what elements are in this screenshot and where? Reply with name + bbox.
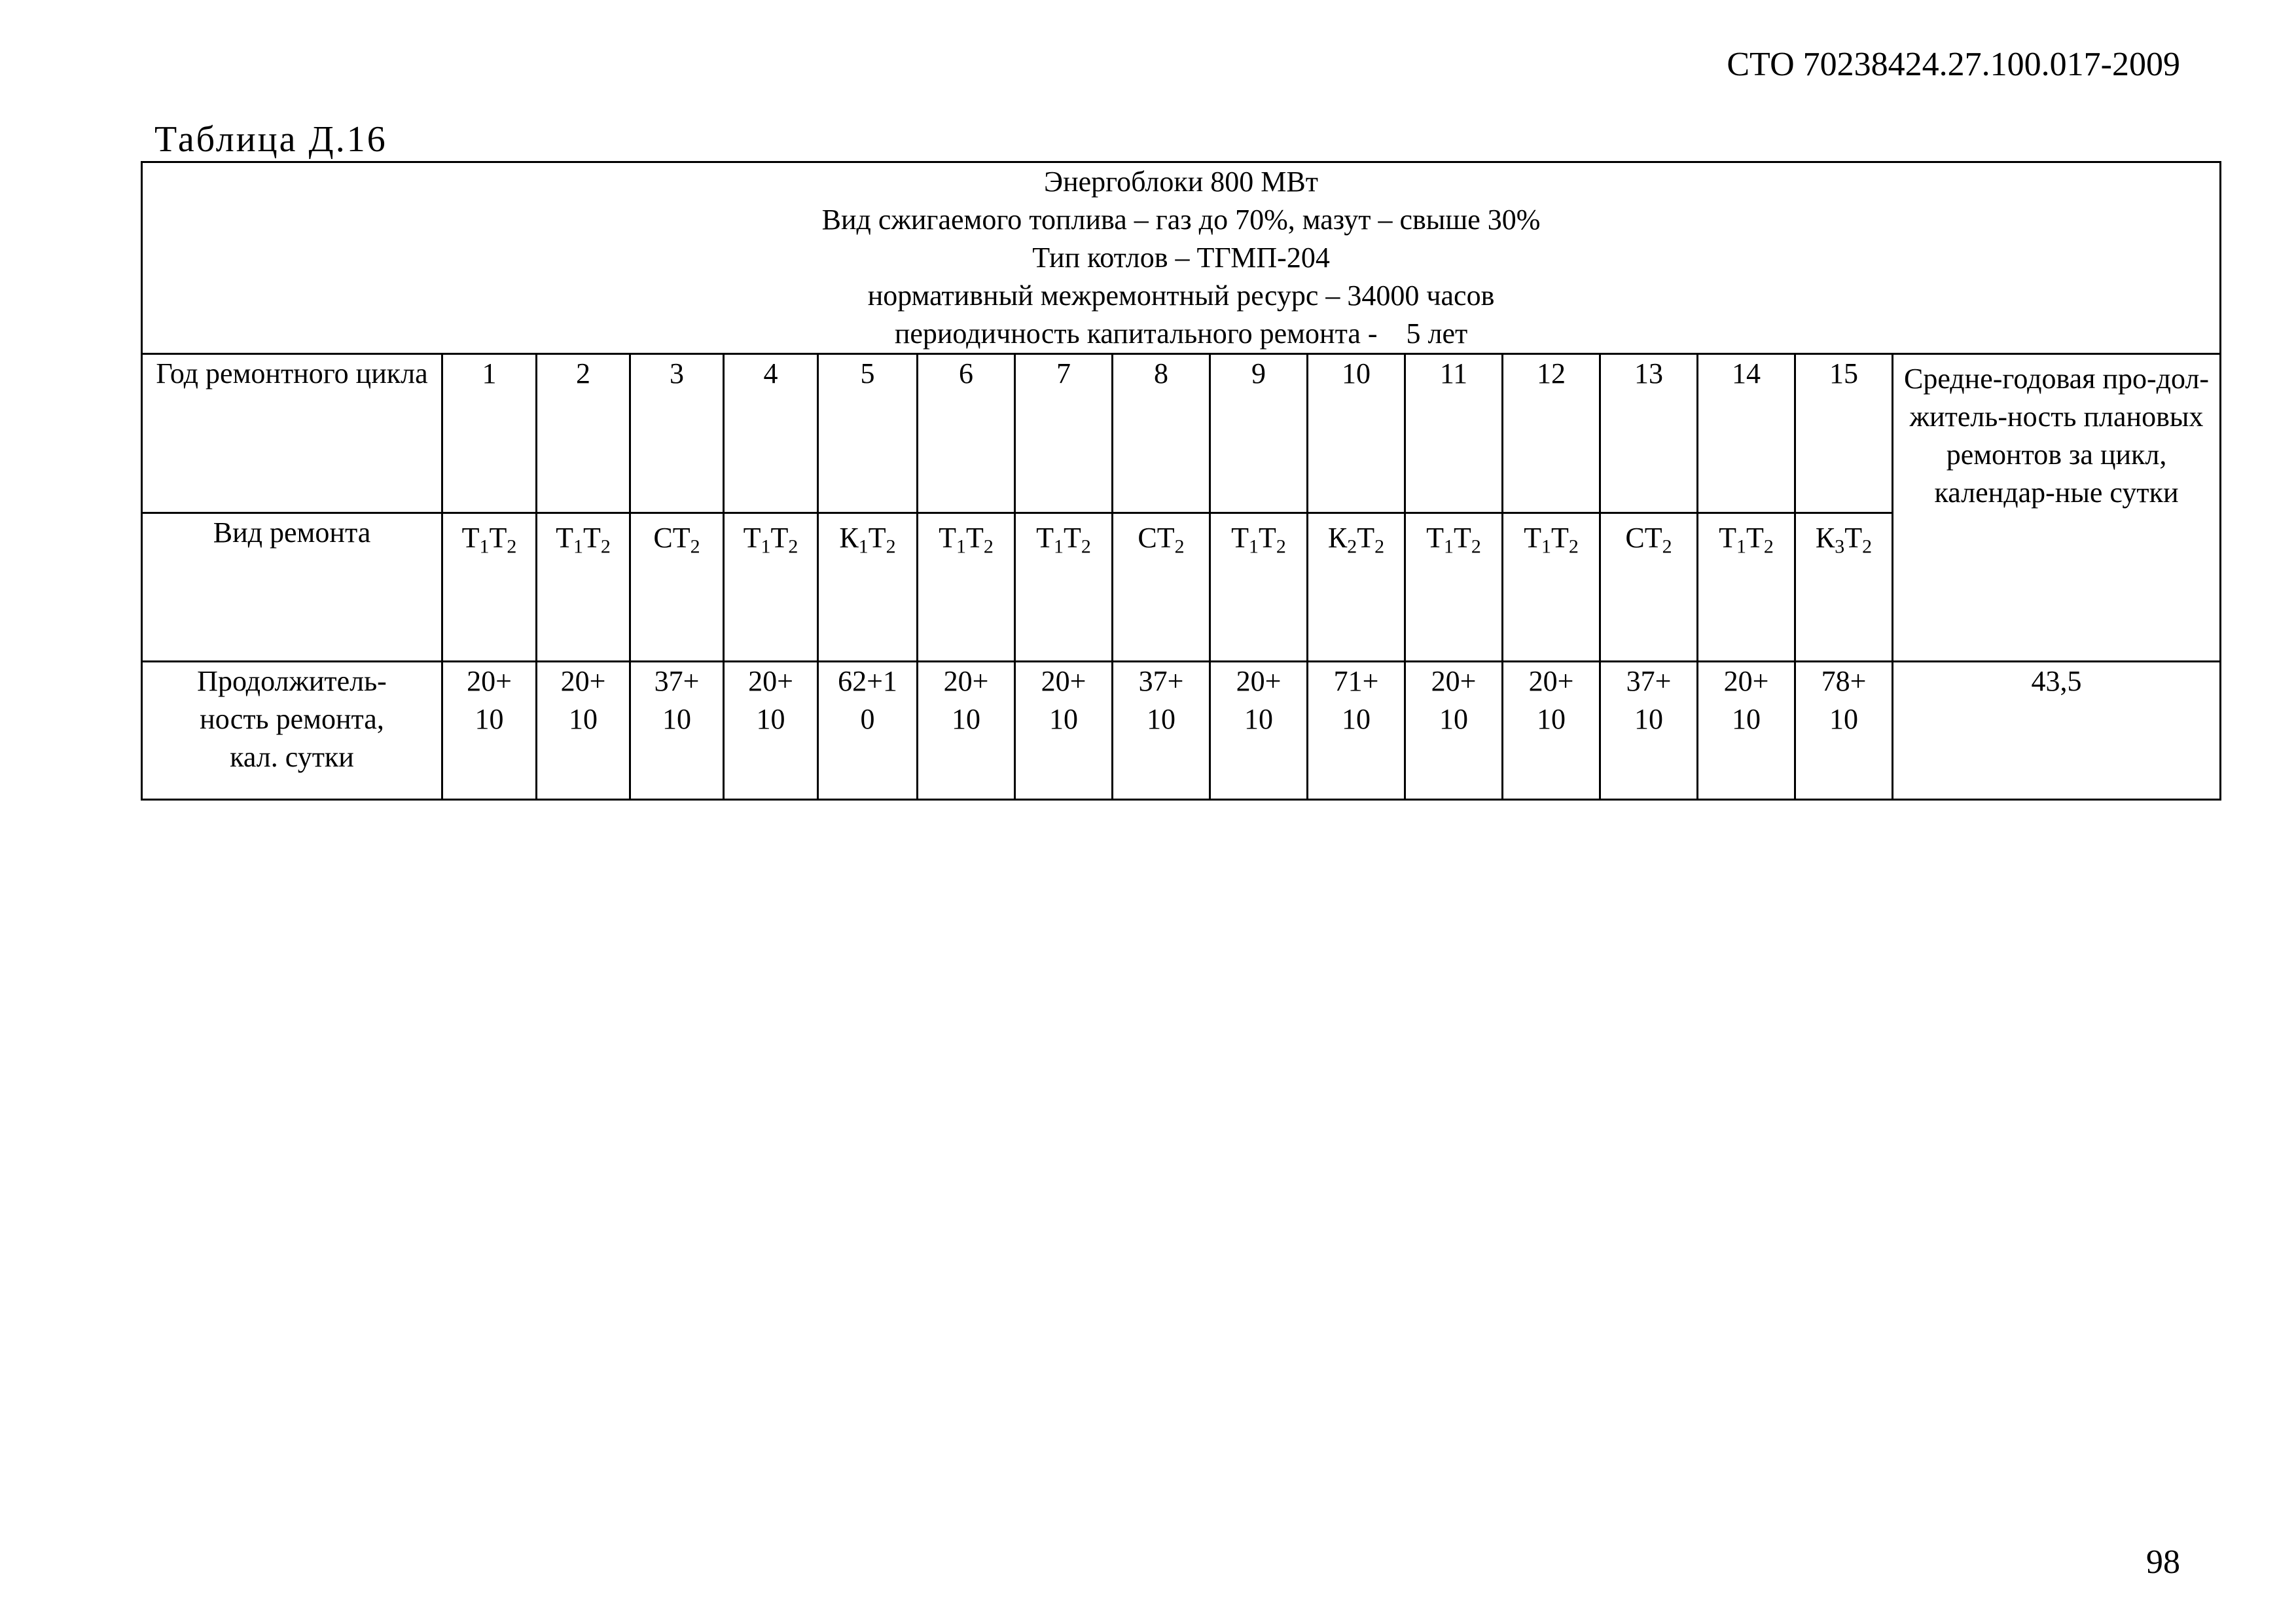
repair-type-letter: Т [1524,522,1542,554]
repair-type-letter: Т [1064,522,1081,554]
repair-type-cell [1795,513,1893,662]
table-header-cell [142,162,2221,354]
duration-cell [1308,662,1405,800]
repair-type-letter: СТ [653,522,691,554]
repair-type-letter: К [839,522,859,554]
row-label-duration-line-1: Продолжитель- [197,665,387,697]
duration-line-2: 10 [952,703,980,735]
duration-cell [1015,662,1113,800]
duration-line-1: 20+ [1236,665,1282,697]
duration-line-1: 71+ [1333,665,1379,697]
repair-type-letter: Т [461,522,480,554]
duration-line-2: 10 [662,703,691,735]
header-line-periodicity: периодичность капитального ремонта - 5 лет [894,317,1468,350]
repair-type-subscript: 2 [600,535,611,558]
repair-type-subscript: 1 [956,535,966,558]
repair-type-subscript: 1 [1054,535,1064,558]
header-line-boiler: Тип котлов – ТГМП-204 [1032,242,1330,274]
repair-type-subscript: 2 [1568,535,1579,558]
repair-type-letter: СТ [1138,522,1175,554]
repair-type-letter: К [1815,522,1835,554]
duration-cell [918,662,1015,800]
year-cell: 5 [818,354,918,513]
repair-type-cell [1308,513,1405,662]
repair-type-subscript: 2 [1081,535,1091,558]
duration-line-2: 10 [1439,703,1468,735]
repair-type-letter: Т [743,522,761,554]
duration-line-1: 37+ [654,665,700,697]
repair-type-subscript: 2 [1662,535,1672,558]
year-cell: 15 [1795,354,1893,513]
repair-type-cell [1113,513,1210,662]
duration-cell [1405,662,1503,800]
repair-type-subscript: 2 [886,535,896,558]
duration-cell [1600,662,1698,800]
repair-type-cell [1015,513,1113,662]
duration-line-1: 20+ [1723,665,1769,697]
repair-type-cell [630,513,724,662]
repair-type-subscript: 2 [788,535,798,558]
repair-type-subscript: 2 [1174,535,1185,558]
duration-line-1: 62+1 [838,665,897,697]
repair-type-letter: К [1327,522,1348,554]
year-cell: 13 [1600,354,1698,513]
year-cell: 14 [1698,354,1795,513]
repair-type-subscript: 2 [1276,535,1286,558]
repair-type-subscript: 2 [1862,535,1873,558]
repair-type-letter: Т [1844,522,1863,554]
year-cell: 9 [1210,354,1308,513]
year-cell: 10 [1308,354,1405,513]
duration-cell [818,662,918,800]
duration-row [142,662,2221,800]
duration-cell [1503,662,1600,800]
page-number: 98 [2146,1543,2180,1581]
repair-type-subscript: 2 [1471,535,1481,558]
repair-type-cell [724,513,818,662]
repair-type-letter: СТ [1625,522,1662,554]
repair-type-letter: Т [868,522,886,554]
year-cell: 2 [537,354,630,513]
summary-header-cell: Средне-годовая про-дол-житель-ность плановых ремонтов за цикл, календар-ные сутки [1893,354,2221,662]
duration-line-2: 10 [1244,703,1273,735]
duration-line-2: 10 [1829,703,1858,735]
repair-type-letter: Т [489,522,507,554]
header-line-fuel: Вид сжигаемого топлива – газ до 70%, мазут – свыше 30% [821,204,1541,236]
repair-type-cell [1405,513,1503,662]
duration-line-2: 10 [569,703,598,735]
repair-type-subscript: 2 [1374,535,1385,558]
year-cell: 8 [1113,354,1210,513]
repair-type-cell [1600,513,1698,662]
repair-type-subscript: 1 [1249,535,1259,558]
duration-cell [1795,662,1893,800]
repair-type-letter: Т [1357,522,1375,554]
duration-line-2: 10 [1049,703,1078,735]
year-cell: 7 [1015,354,1113,513]
document-code: СТО 70238424.27.100.017-2009 [1727,46,2180,83]
table-title: Таблица Д.16 [154,119,387,160]
duration-line-1: 20+ [467,665,512,697]
duration-cell [442,662,537,800]
repair-type-subscript: 1 [858,535,869,558]
repair-type-letter: Т [1719,522,1737,554]
duration-line-1: 20+ [1041,665,1086,697]
year-cell: 6 [918,354,1015,513]
duration-cell [630,662,724,800]
repair-type-letter: Т [1426,522,1444,554]
repair-schedule-table [141,161,2221,801]
repair-type-subscript: 3 [1835,535,1845,558]
duration-line-1: 20+ [748,665,793,697]
row-label-duration-line-3: кал. сутки [230,741,354,773]
repair-type-letter: Т [583,522,601,554]
duration-line-1: 20+ [1528,665,1574,697]
duration-line-2: 10 [1634,703,1663,735]
repair-type-subscript: 1 [761,535,771,558]
repair-type-subscript: 1 [1736,535,1746,558]
duration-line-2: 10 [1732,703,1761,735]
duration-line-2: 10 [1147,703,1175,735]
repair-type-subscript: 1 [479,535,490,558]
repair-type-letter: Т [966,522,984,554]
repair-type-subscript: 2 [1347,535,1357,558]
summary-value-cell: 43,5 [1893,662,2221,800]
repair-type-cell [818,513,918,662]
repair-type-letter: Т [556,522,574,554]
repair-type-subscript: 2 [507,535,517,558]
duration-line-1: 78+ [1821,665,1867,697]
duration-line-1: 37+ [1138,665,1184,697]
row-label-repair-type: Вид ремонта [142,513,442,662]
year-cell: 12 [1503,354,1600,513]
row-label-year: Год ремонтного цикла [142,354,442,513]
repair-type-cell [442,513,537,662]
repair-type-letter: Т [1454,522,1471,554]
duration-cell [1698,662,1795,800]
repair-type-subscript: 1 [1541,535,1551,558]
repair-type-subscript: 2 [690,535,700,558]
duration-line-2: 10 [756,703,785,735]
year-row [142,354,2221,513]
repair-type-cell [1210,513,1308,662]
year-cell: 1 [442,354,537,513]
duration-line-1: 20+ [1431,665,1477,697]
year-cell: 11 [1405,354,1503,513]
duration-cell [1210,662,1308,800]
repair-type-letter: Т [1036,522,1054,554]
repair-type-cell [918,513,1015,662]
duration-line-2: 10 [1342,703,1371,735]
duration-line-1: 20+ [943,665,989,697]
duration-line-2: 10 [475,703,504,735]
repair-type-subscript: 1 [573,535,583,558]
repair-type-letter: Т [1551,522,1569,554]
table-header-row [142,162,2221,354]
duration-line-1: 37+ [1626,665,1672,697]
year-cell: 3 [630,354,724,513]
duration-cell [537,662,630,800]
year-cell: 4 [724,354,818,513]
repair-type-letter: Т [1259,522,1276,554]
repair-type-letter: Т [770,522,789,554]
repair-type-cell [1698,513,1795,662]
repair-type-letter: Т [939,522,957,554]
header-line-units: Энергоблоки 800 МВт [1044,166,1318,198]
repair-type-cell [1503,513,1600,662]
header-line-resource: нормативный межремонтный ресурс – 34000 часов [867,280,1495,312]
duration-cell [1113,662,1210,800]
repair-type-letter: Т [1746,522,1764,554]
duration-line-1: 20+ [560,665,606,697]
repair-type-subscript: 2 [983,535,994,558]
duration-cell [724,662,818,800]
duration-line-2: 10 [1537,703,1566,735]
duration-line-2: 0 [860,703,875,735]
row-label-duration [142,662,442,800]
repair-type-cell [537,513,630,662]
repair-type-subscript: 1 [1444,535,1454,558]
repair-type-subscript: 2 [1763,535,1774,558]
row-label-duration-line-2: ность ремонта, [200,703,384,735]
repair-type-letter: Т [1231,522,1249,554]
